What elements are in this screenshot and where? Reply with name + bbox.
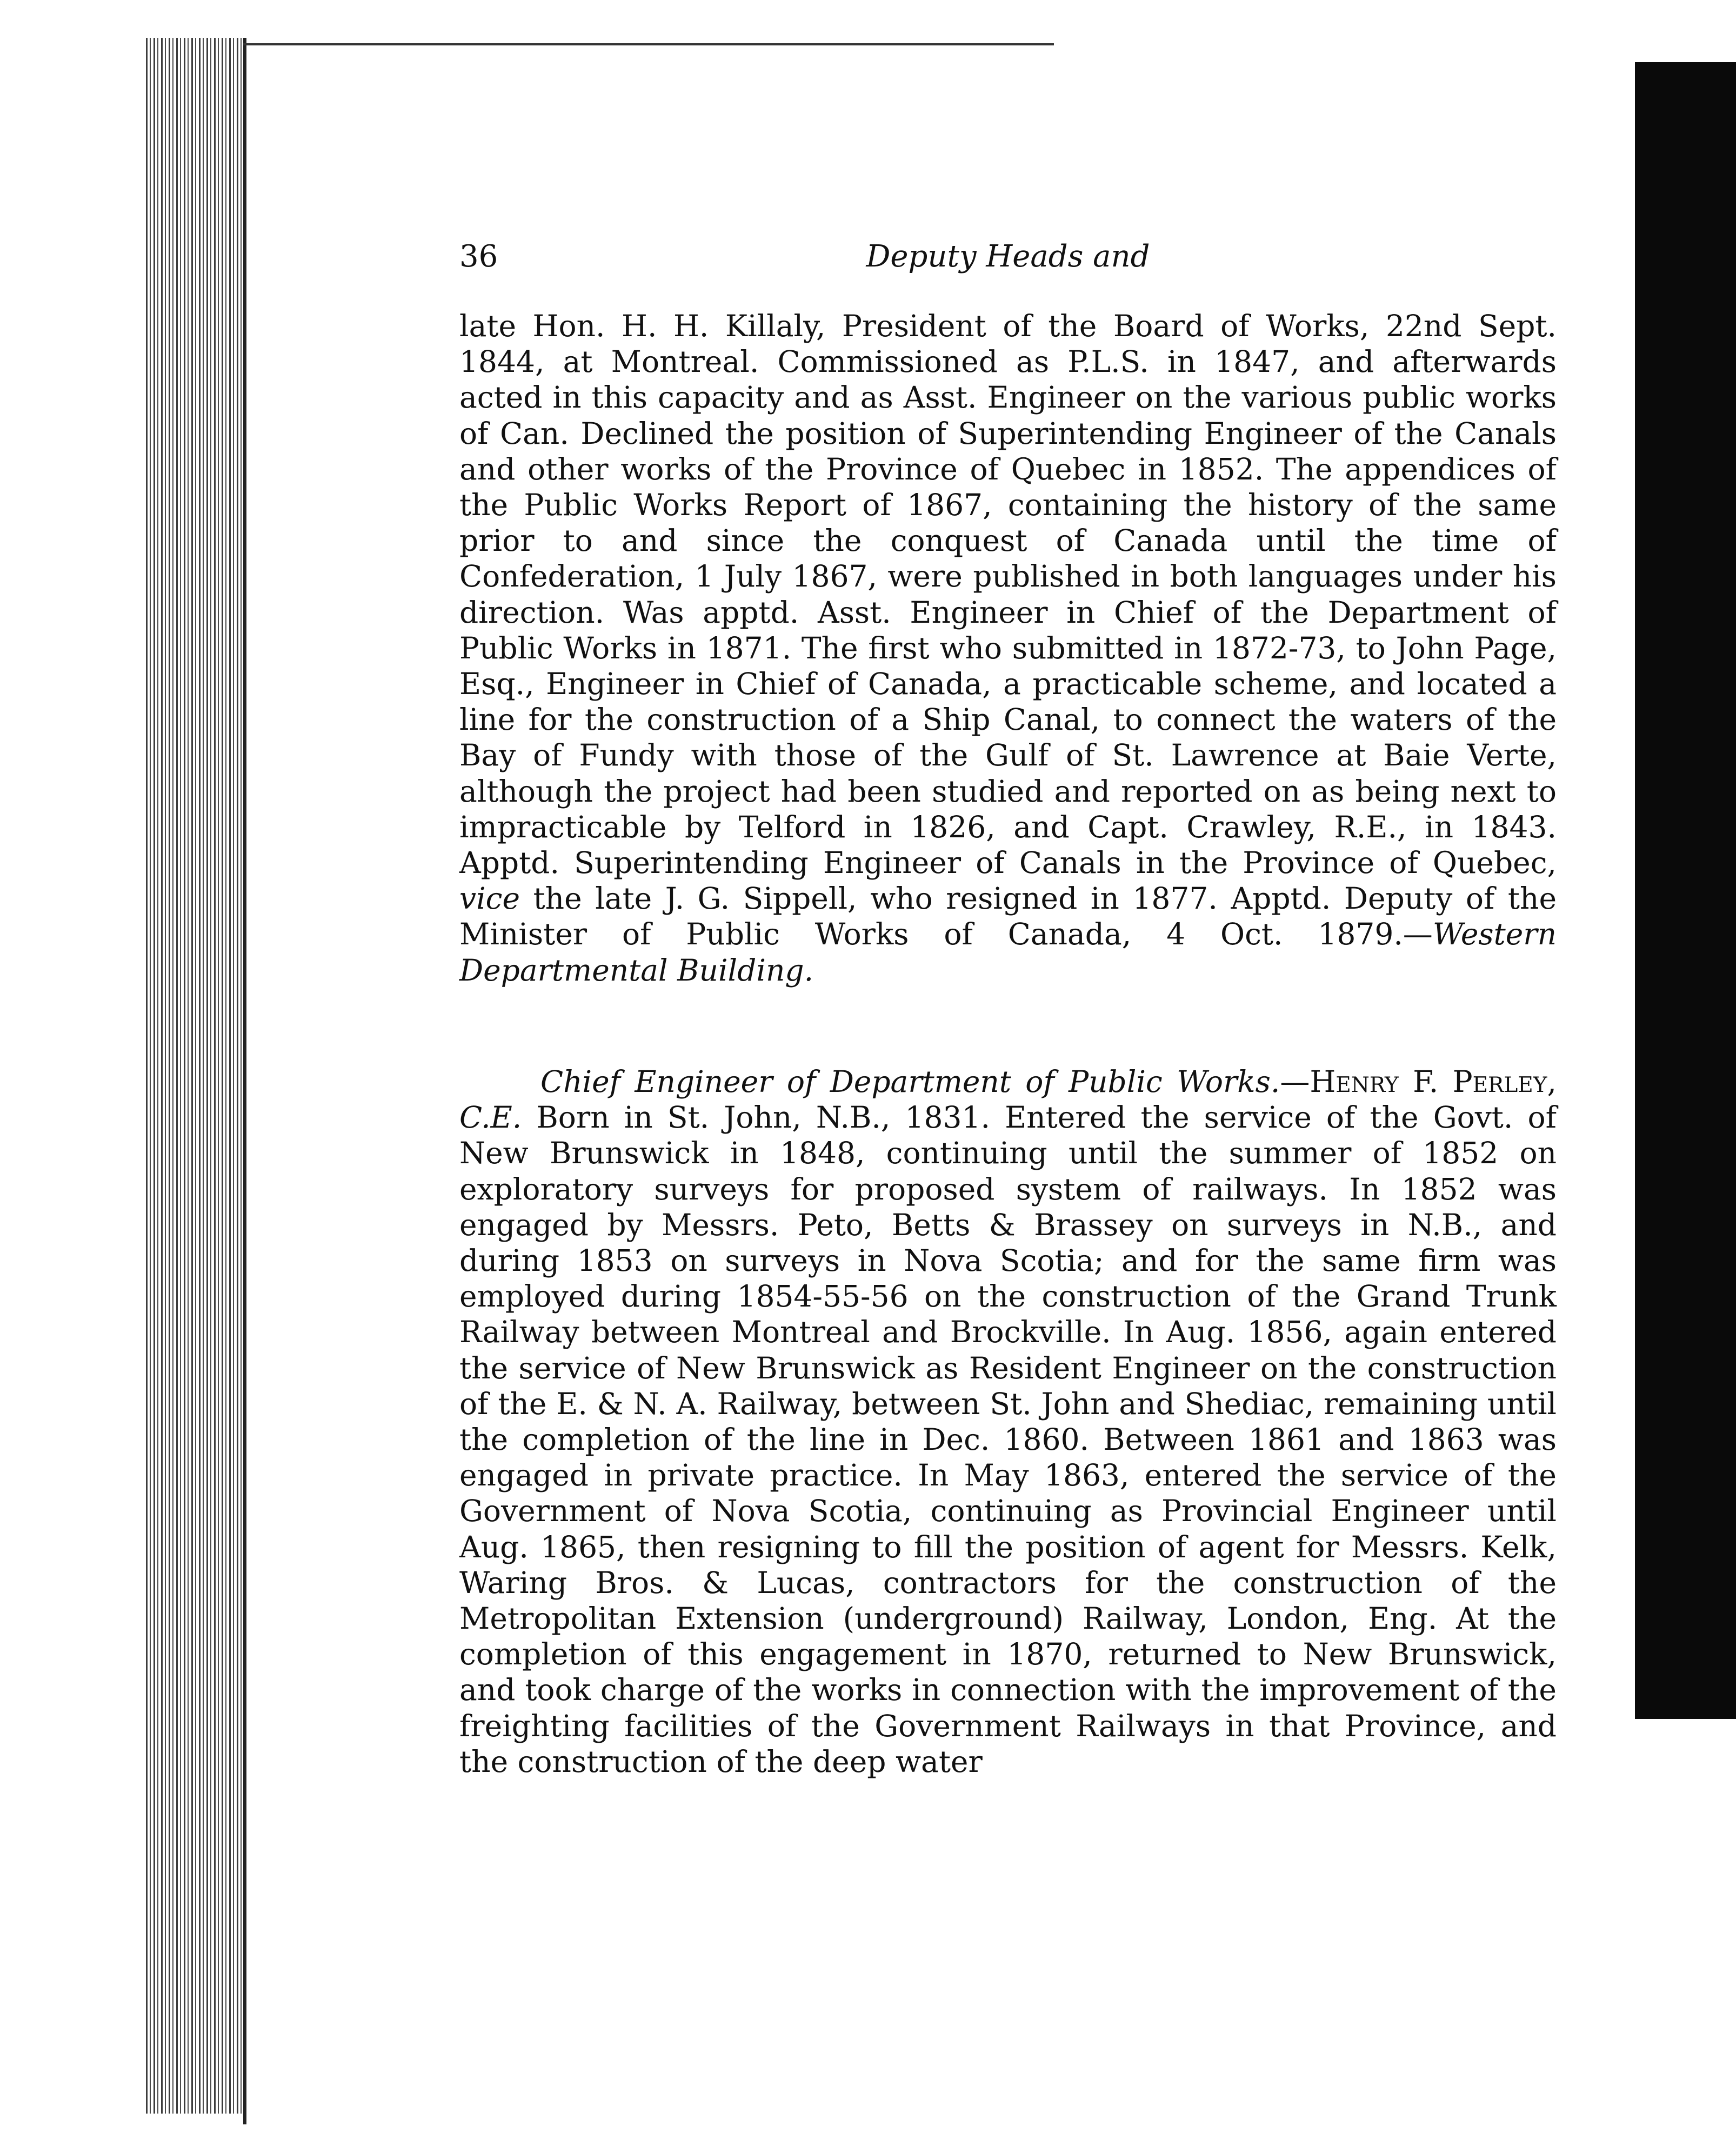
scan-margin-bar bbox=[1635, 62, 1736, 1719]
paragraph-1-text-2: the late J. G. Sippell, who resigned in 1877. Apptd. Deputy of the Minister of Public Works of Canada, 4 Oct. 1879.— bbox=[459, 881, 1557, 952]
top-edge-line bbox=[243, 43, 1054, 45]
paragraph-1 bbox=[459, 308, 1557, 988]
paragraph-2 bbox=[459, 1064, 1557, 1780]
page-number: 36 bbox=[459, 239, 498, 274]
book-binding-edge bbox=[146, 38, 243, 2114]
page-edge-line bbox=[243, 38, 246, 2124]
location-text: Western Departmental Building. bbox=[459, 917, 1557, 988]
entry-title: Chief Engineer of Department of Public Works. bbox=[540, 1064, 1280, 1099]
entry-name: Henry F. Perley, bbox=[1310, 1064, 1557, 1099]
page-header bbox=[459, 238, 1557, 276]
paragraph-2-text: Born in St. John, N.B., 1831. Entered the service of the Govt. of New Brunswick in 1848, continuing until the summer of 1852 on exploratory surveys for proposed system of railways. In 1852 was engaged by Messrs. Peto, Betts & Brassey on surveys in N.B., and during 1853 on surveys in Nova Scotia; and for the same firm was employed during 1854-55-56 on the construction of the Grand Trunk Railway between Montreal and Brockville. In Aug. 1856, again entered the service of New Brunswick as Resident Engineer on the construction of the E. & N. A. Railway, between St. John and Shediac, remaining until the completion of the line in Dec. 1860. Between 1861 and 1863 was engaged in private practice. In May 1863, entered the service of the Government of Nova Scotia, continuing as Provincial Engineer until Aug. 1865, then resigning to fill the position of agent for Messrs. Kelk, Waring Bros. & Lucas, contractors for the construction of the Metropolitan Extension (underground) Railway, London, Eng. At the completion of this engagement in 1870, returned to New Brunswick, and took charge of the works in connection with the improvement of the freighting facilities of the Government Railways in that Province, and the construction of the deep water bbox=[459, 1100, 1557, 1779]
running-head: Deputy Heads and bbox=[866, 239, 1150, 274]
vice-word: vice bbox=[459, 881, 520, 916]
entry-dash: — bbox=[1280, 1064, 1310, 1099]
entry-suffix: C.E. bbox=[459, 1100, 522, 1135]
paragraph-1-text: late Hon. H. H. Killaly, President of the Board of Works, 22nd Sept. 1844, at Montreal. Commissioned as P.L.S. in 1847, and afterwards acted in this capacity and as Asst. Engineer on the various public works of Can. Declined the position of Superintending Engineer of the Canals and other works of the Province of Quebec in 1852. The appendices of the Public Works Report of 1867, containing the history of the same prior to and since the conquest of Canada until the time of Confederation, 1 July 1867, were published in both languages under his direction. Was apptd. Asst. Engineer in Chief of the Department of Public Works in 1871. The first who submitted in 1872-73, to John Page, Esq., Engineer in Chief of Canada, a practicable scheme, and located a line for the construction of a Ship Canal, to connect the waters of the Bay of Fundy with those of the Gulf of St. Lawrence at Baie Verte, although the project had been studied and reported on as being next to impracticable by Telford in 1826, and Capt. Crawley, R.E., in 1843. Apptd. Superintending Engineer of Canals in the Province of Quebec, bbox=[459, 309, 1557, 881]
